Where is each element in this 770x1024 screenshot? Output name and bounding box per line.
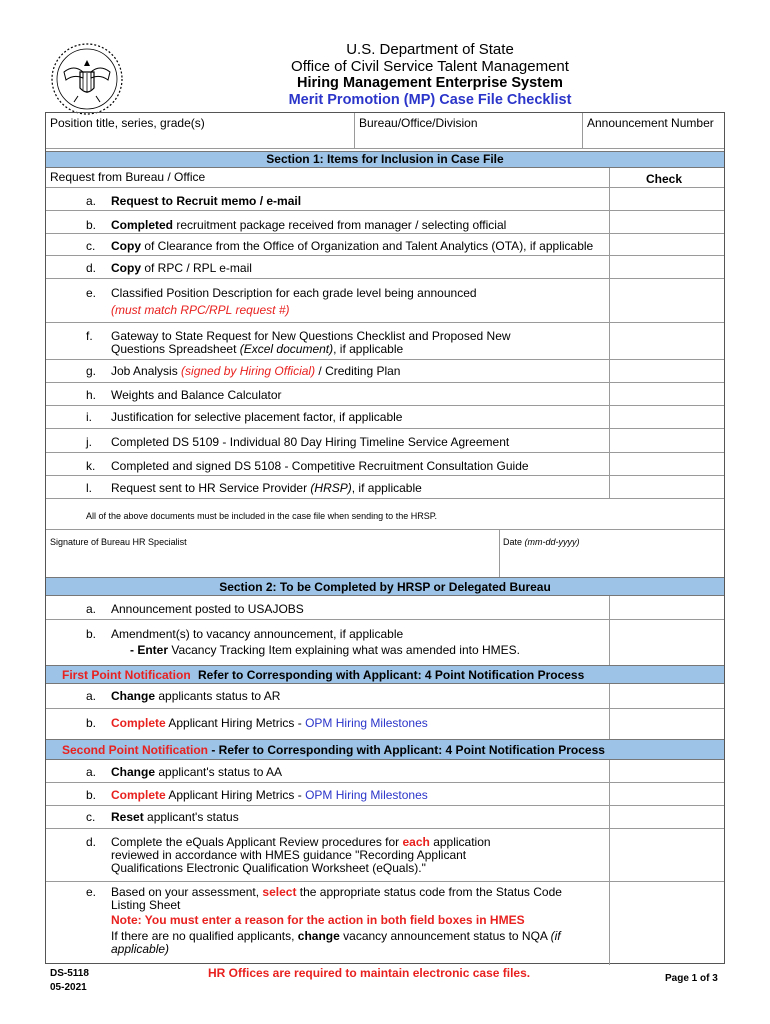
item-f-line2a: Questions Spreadsheet (111, 342, 240, 356)
item-a-letter: a. (86, 194, 97, 208)
sp-item-c-rest: applicant's status (143, 810, 239, 824)
item-c-letter: c. (86, 239, 96, 253)
date-format: (mm-dd-yyyy) (524, 537, 580, 547)
sp-item-b-check[interactable] (609, 783, 610, 805)
sp-item-e-select: select (262, 885, 297, 899)
item-e-row (46, 279, 724, 323)
item-k-letter: k. (86, 459, 96, 473)
sp-item-b-text (111, 789, 428, 802)
second-point-label: Second Point Notification (62, 743, 208, 757)
system-name: Hiring Management Enterprise System (297, 75, 563, 91)
item-b-check[interactable] (609, 211, 610, 233)
s2-item-b-row (46, 620, 724, 665)
section-2-title: Section 2: To be Completed by HRSP or Delegated Bureau (219, 580, 551, 594)
item-i-text: Justification for selective placement factor, if applicable (111, 410, 403, 424)
item-g-letter: g. (86, 364, 97, 378)
item-a-text: Request to Recruit memo / e-mail (111, 194, 302, 208)
item-k-row (46, 453, 724, 476)
sp-item-d-line3: Qualifications Electronic Qualification Worksheet (eQuals)." (111, 861, 426, 875)
document-header (200, 41, 660, 109)
sp-item-a-row (46, 760, 724, 783)
position-field[interactable] (46, 113, 354, 148)
fp-item-a-check[interactable] (609, 684, 610, 708)
fp-opm-milestones-link[interactable]: OPM Hiring Milestones (305, 716, 428, 730)
case-file-note: All of the above documents must be included in the case file when sending to the HRSP. (86, 511, 438, 521)
sp-item-a-text (111, 766, 282, 779)
bureau-field-label: Bureau/Office/Division (359, 116, 478, 130)
item-f-line1: Gateway to State Request for New Questions Checklist and Proposed New (111, 329, 511, 343)
announcement-field-label: Announcement Number (587, 116, 714, 130)
s2-item-b-line1: Amendment(s) to vacancy announcement, if applicable (111, 627, 404, 641)
item-f-line2 (111, 343, 403, 356)
sp-item-c-text (111, 811, 239, 824)
announcement-field[interactable] (582, 113, 724, 148)
s2-item-a-letter: a. (86, 602, 97, 616)
s2-item-b-enter: - Enter (130, 643, 169, 657)
section-1-header (46, 151, 724, 168)
item-d-row (46, 256, 724, 279)
sp-item-d-line2: reviewed in accordance with HMES guidance "Recording Applicant (111, 848, 467, 862)
sp-item-b-rest: Applicant Hiring Metrics - (165, 788, 306, 802)
sp-item-e-line4 (111, 930, 561, 943)
item-b-text (111, 219, 506, 232)
fp-item-a-bold: Change (111, 689, 156, 703)
item-d-text (111, 262, 252, 275)
fp-item-b-letter: b. (86, 716, 97, 730)
sp-item-e-line1b: the appropriate status code from the Status Code (296, 885, 562, 899)
fp-item-a-row (46, 684, 724, 709)
sp-item-d-each: each (402, 835, 430, 849)
date-label-text: Date (503, 537, 525, 547)
item-j-letter: j. (86, 435, 92, 449)
sp-item-b-letter: b. (86, 788, 97, 802)
first-point-text: Refer to Corresponding with Applicant: 4 Point Notification Process (198, 668, 585, 682)
item-g-text2: / Crediting Plan (315, 364, 401, 378)
sp-item-b-red: Complete (111, 788, 166, 802)
sp-item-e-line4d: (if (550, 929, 561, 943)
sp-item-c-row (46, 806, 724, 829)
s2-item-b-line2 (130, 644, 520, 657)
electronic-files-notice: HR Offices are required to maintain electronic case files. (208, 966, 531, 980)
item-b-row (46, 211, 724, 234)
department-of-state-seal (50, 42, 124, 116)
item-c-text (111, 240, 593, 253)
item-d-check[interactable] (609, 256, 610, 278)
item-j-check[interactable] (609, 429, 610, 452)
check-label: Check (646, 172, 683, 186)
sp-item-e-line4a: If there are no qualified applicants, (111, 929, 298, 943)
sp-item-e-check[interactable] (609, 882, 610, 965)
sp-item-a-rest: applicant's status to AA (155, 765, 283, 779)
item-b-rest: recruitment package received from manager / selecting official (173, 218, 507, 232)
item-k-check[interactable] (609, 453, 610, 475)
s2-item-b-letter: b. (86, 627, 97, 641)
fp-item-a-text (111, 690, 280, 703)
item-g-text1: Job Analysis (111, 364, 182, 378)
item-b-letter: b. (86, 218, 97, 232)
bureau-field[interactable] (354, 113, 582, 148)
item-c-check[interactable] (609, 234, 610, 255)
item-g-row (46, 360, 724, 383)
form-date: 05-2021 (50, 982, 87, 993)
signature-row (46, 530, 724, 577)
item-c-row (46, 234, 724, 256)
item-i-check[interactable] (609, 406, 610, 428)
item-d-letter: d. (86, 261, 97, 275)
sp-item-c-bold: Reset (111, 810, 144, 824)
fp-item-a-letter: a. (86, 689, 97, 703)
sp-item-e-note: Note: You must enter a reason for the action in both field boxes in HMES (111, 913, 525, 927)
check-header-cell (609, 168, 683, 187)
item-l-letter: l. (86, 481, 92, 495)
item-d-bold: Copy (111, 261, 141, 275)
item-h-letter: h. (86, 388, 97, 402)
sp-opm-milestones-link[interactable]: OPM Hiring Milestones (305, 788, 428, 802)
fp-item-a-rest: applicants status to AR (155, 689, 281, 703)
sp-item-d-letter: d. (86, 835, 97, 849)
item-a-row (46, 188, 724, 211)
second-point-text: - Refer to Corresponding with Applicant: 4 Point Notification Process (208, 743, 605, 757)
department-name: U.S. Department of State (346, 41, 514, 58)
item-e-text: Classified Position Description for each grade level being announced (111, 286, 477, 300)
sp-item-a-check[interactable] (609, 760, 610, 782)
item-j-text: Completed DS 5109 - Individual 80 Day Hiring Timeline Service Agreement (111, 435, 510, 449)
sp-item-e-line1a: Based on your assessment, (111, 885, 263, 899)
sp-item-a-bold: Change (111, 765, 156, 779)
s2-item-a-text: Announcement posted to USAJOBS (111, 602, 304, 616)
item-c-rest: of Clearance from the Office of Organization and Talent Analytics (OTA), if applicable (141, 239, 594, 253)
item-i-row (46, 406, 724, 429)
item-c-bold: Copy (111, 239, 141, 253)
date-field[interactable] (499, 530, 724, 577)
item-e-note: (must match RPC/RPL request #) (111, 303, 290, 317)
item-g-red: (signed by Hiring Official) (181, 364, 316, 378)
header-fields-row (46, 113, 724, 149)
item-l-text2: , if applicable (351, 481, 422, 495)
fp-item-b-text (111, 717, 428, 730)
item-f-check[interactable] (609, 323, 610, 359)
item-f-line2c: , if applicable (333, 342, 404, 356)
sp-item-b-row (46, 783, 724, 806)
sp-item-e-line2: Listing Sheet (111, 898, 181, 912)
s2-item-b-check[interactable] (609, 620, 610, 665)
page-number: Page 1 of 3 (665, 973, 718, 984)
fp-item-b-check[interactable] (609, 709, 610, 739)
signature-field[interactable] (46, 530, 499, 577)
office-name: Office of Civil Service Talent Management (291, 58, 569, 75)
item-l-row (46, 476, 724, 499)
item-h-text: Weights and Balance Calculator (111, 388, 282, 402)
item-k-text: Completed and signed DS 5108 - Competitive Recruitment Consultation Guide (111, 459, 529, 473)
request-label: Request from Bureau / Office (50, 170, 206, 184)
form-number: DS-5118 (50, 968, 89, 979)
checklist-form (45, 112, 725, 964)
sp-item-c-check[interactable] (609, 806, 610, 828)
item-l-check[interactable] (609, 476, 610, 498)
first-point-label: First Point Notification (62, 668, 191, 682)
item-g-check[interactable] (609, 360, 610, 382)
item-b-bold: Completed (111, 218, 174, 232)
item-l-text (111, 482, 422, 495)
sp-item-c-letter: c. (86, 810, 96, 824)
first-point-header (46, 665, 724, 684)
sp-item-a-letter: a. (86, 765, 97, 779)
section-2-header (46, 577, 724, 596)
item-l-italic: (HRSP) (310, 481, 352, 495)
sp-item-d-check[interactable] (609, 829, 610, 881)
date-label (503, 536, 580, 549)
item-e-check[interactable] (609, 279, 610, 322)
sp-item-e-change: change (297, 929, 340, 943)
item-a-check[interactable] (609, 188, 610, 210)
sp-item-d-row (46, 829, 724, 882)
fp-item-b-red: Complete (111, 716, 166, 730)
document-title: Merit Promotion (MP) Case File Checklist (288, 92, 572, 108)
item-h-row (46, 383, 724, 406)
item-f-line2b: (Excel document) (239, 342, 334, 356)
fp-item-b-row (46, 709, 724, 739)
position-field-label: Position title, series, grade(s) (50, 116, 205, 130)
section-1-title: Section 1: Items for Inclusion in Case File (266, 152, 504, 166)
item-f-row (46, 323, 724, 360)
s2-item-a-row (46, 596, 724, 620)
item-j-row (46, 429, 724, 453)
item-l-text1: Request sent to HR Service Provider (111, 481, 311, 495)
sp-item-e-line5: applicable) (111, 942, 170, 956)
item-g-text (111, 365, 400, 378)
sp-item-e-letter: e. (86, 885, 97, 899)
fp-item-b-rest: Applicant Hiring Metrics - (165, 716, 306, 730)
s2-item-b-line2-text: Vacancy Tracking Item explaining what was amended into HMES. (168, 643, 520, 657)
sp-item-e-row (46, 882, 724, 965)
item-e-letter: e. (86, 286, 97, 300)
sp-item-d-line1b: application (429, 835, 491, 849)
second-point-header (46, 739, 724, 760)
item-i-letter: i. (86, 410, 92, 424)
item-d-rest: of RPC / RPL e-mail (141, 261, 252, 275)
sp-item-d-line1a: Complete the eQuals Applicant Review procedures for (111, 835, 403, 849)
sp-item-e-line4c: vacancy announcement status to NQA (339, 929, 551, 943)
signature-label: Signature of Bureau HR Specialist (50, 537, 187, 547)
item-f-letter: f. (86, 329, 93, 343)
s2-item-a-check[interactable] (609, 596, 610, 619)
note-row (46, 499, 724, 530)
request-row (46, 168, 724, 188)
item-h-check[interactable] (609, 383, 610, 405)
